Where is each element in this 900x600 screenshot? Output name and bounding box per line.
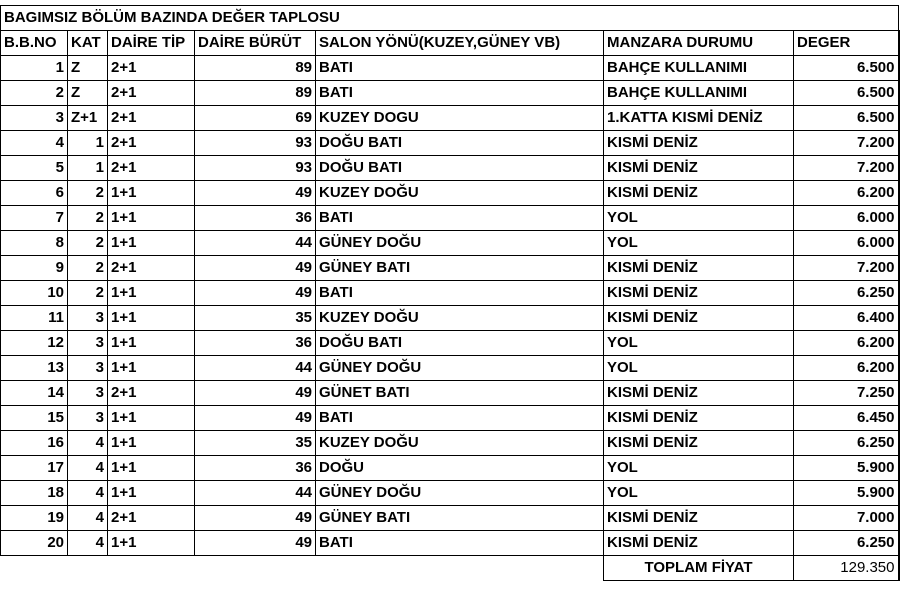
cell-daire-brut: 49 [195,506,316,531]
cell-deger: 5.900 [794,456,899,481]
cell-salon-yonu: GÜNEY DOĞU [316,481,604,506]
header-salon-yonu: SALON YÖNÜ(KUZEY,GÜNEY VB) [316,31,604,56]
cell-deger: 6.250 [794,281,899,306]
cell-salon-yonu: BATI [316,406,604,431]
cell-kat: 2 [68,181,108,206]
cell-manzara: KISMİ DENİZ [604,381,794,406]
cell-deger: 7.200 [794,156,899,181]
cell-kat: 4 [68,431,108,456]
cell-daire-tip: 1+1 [108,331,195,356]
cell-manzara: KISMİ DENİZ [604,156,794,181]
table-row [1,156,899,181]
table-body [1,6,899,556]
cell-daire-tip: 1+1 [108,206,195,231]
header-bb-no: B.B.NO [1,31,68,56]
cell-kat: 2 [68,281,108,306]
cell-manzara: YOL [604,456,794,481]
table-row [1,81,899,106]
cell-deger: 7.000 [794,506,899,531]
cell-kat: 4 [68,481,108,506]
cell-manzara: KISMİ DENİZ [604,431,794,456]
cell-manzara: KISMİ DENİZ [604,406,794,431]
cell-daire-tip: 2+1 [108,381,195,406]
cell-bb-no: 14 [1,381,68,406]
table-row [1,206,899,231]
cell-manzara: YOL [604,206,794,231]
cell-manzara: YOL [604,231,794,256]
header-kat: KAT [68,31,108,56]
cell-manzara: KISMİ DENİZ [604,306,794,331]
cell-deger: 6.500 [794,106,899,131]
cell-daire-tip: 1+1 [108,406,195,431]
cell-salon-yonu: GÜNEY BATI [316,256,604,281]
cell-daire-brut: 44 [195,231,316,256]
cell-salon-yonu: DOĞU BATI [316,331,604,356]
table-row [1,531,899,556]
cell-deger: 6.500 [794,56,899,81]
cell-daire-tip: 1+1 [108,281,195,306]
cell-manzara: KISMİ DENİZ [604,506,794,531]
cell-daire-tip: 2+1 [108,156,195,181]
cell-salon-yonu: DOĞU [316,456,604,481]
table-row [1,331,899,356]
cell-manzara: YOL [604,356,794,381]
table-title: BAGIMSIZ BÖLÜM BAZINDA DEĞER TAPLOSU [1,6,899,31]
table-row [1,356,899,381]
cell-daire-brut: 69 [195,106,316,131]
cell-daire-brut: 49 [195,256,316,281]
cell-kat: 1 [68,131,108,156]
cell-kat: 4 [68,531,108,556]
header-daire-brut: DAİRE BÜRÜT [195,31,316,56]
table-row [1,381,899,406]
cell-deger: 6.450 [794,406,899,431]
cell-manzara: BAHÇE KULLANIMI [604,56,794,81]
cell-deger: 6.500 [794,81,899,106]
cell-daire-brut: 36 [195,206,316,231]
cell-kat: 1 [68,156,108,181]
cell-salon-yonu: KUZEY DOĞU [316,181,604,206]
cell-bb-no: 4 [1,131,68,156]
cell-kat: 3 [68,331,108,356]
cell-daire-tip: 2+1 [108,506,195,531]
cell-bb-no: 3 [1,106,68,131]
cell-daire-tip: 2+1 [108,256,195,281]
cell-kat: 3 [68,406,108,431]
cell-salon-yonu: KUZEY DOGU [316,106,604,131]
cell-daire-tip: 1+1 [108,481,195,506]
cell-kat: 3 [68,306,108,331]
cell-daire-brut: 49 [195,381,316,406]
table-row [1,306,899,331]
table-row [1,281,899,306]
table-row [1,106,899,131]
cell-daire-tip: 1+1 [108,356,195,381]
table-row [1,231,899,256]
cell-bb-no: 17 [1,456,68,481]
table-row [1,456,899,481]
cell-daire-tip: 2+1 [108,106,195,131]
cell-deger: 6.250 [794,431,899,456]
cell-daire-brut: 49 [195,281,316,306]
cell-manzara: YOL [604,331,794,356]
cell-daire-tip: 1+1 [108,456,195,481]
table-row [1,256,899,281]
cell-daire-brut: 36 [195,331,316,356]
cell-daire-brut: 93 [195,131,316,156]
cell-daire-brut: 49 [195,406,316,431]
cell-salon-yonu: GÜNEY BATI [316,506,604,531]
cell-kat: Z [68,81,108,106]
cell-salon-yonu: KUZEY DOĞU [316,306,604,331]
cell-salon-yonu: DOĞU BATI [316,156,604,181]
cell-deger: 7.250 [794,381,899,406]
cell-manzara: KISMİ DENİZ [604,131,794,156]
cell-daire-tip: 2+1 [108,56,195,81]
cell-daire-tip: 1+1 [108,531,195,556]
total-label: TOPLAM FİYAT [604,556,794,581]
header-daire-tip: DAİRE TİP [108,31,195,56]
cell-bb-no: 10 [1,281,68,306]
cell-bb-no: 7 [1,206,68,231]
cell-bb-no: 11 [1,306,68,331]
cell-deger: 7.200 [794,131,899,156]
cell-daire-tip: 2+1 [108,81,195,106]
cell-bb-no: 20 [1,531,68,556]
cell-daire-brut: 35 [195,431,316,456]
cell-salon-yonu: BATI [316,56,604,81]
table-row [1,181,899,206]
table-row [1,506,899,531]
cell-daire-tip: 1+1 [108,231,195,256]
cell-bb-no: 1 [1,56,68,81]
table-row [1,481,899,506]
header-deger: DEGER [794,31,899,56]
cell-daire-brut: 89 [195,56,316,81]
cell-kat: Z+1 [68,106,108,131]
cell-manzara: KISMİ DENİZ [604,256,794,281]
cell-salon-yonu: GÜNEY DOĞU [316,356,604,381]
cell-bb-no: 12 [1,331,68,356]
cell-kat: 2 [68,256,108,281]
cell-kat: Z [68,56,108,81]
cell-bb-no: 19 [1,506,68,531]
cell-salon-yonu: GÜNET BATI [316,381,604,406]
cell-kat: 2 [68,206,108,231]
cell-bb-no: 6 [1,181,68,206]
cell-kat: 3 [68,356,108,381]
cell-deger: 6.200 [794,356,899,381]
total-row [1,556,899,581]
cell-daire-tip: 1+1 [108,181,195,206]
total-value: 129.350 [794,556,899,581]
valuation-table [0,5,900,581]
cell-bb-no: 15 [1,406,68,431]
cell-daire-brut: 44 [195,356,316,381]
cell-daire-tip: 2+1 [108,131,195,156]
cell-salon-yonu: DOĞU BATI [316,131,604,156]
cell-bb-no: 16 [1,431,68,456]
title-row [1,6,899,31]
cell-deger: 6.000 [794,206,899,231]
cell-daire-brut: 36 [195,456,316,481]
cell-deger: 6.250 [794,531,899,556]
cell-manzara: BAHÇE KULLANIMI [604,81,794,106]
header-manzara: MANZARA DURUMU [604,31,794,56]
cell-deger: 5.900 [794,481,899,506]
cell-salon-yonu: BATI [316,281,604,306]
cell-bb-no: 13 [1,356,68,381]
total-section [1,556,899,581]
cell-kat: 2 [68,231,108,256]
cell-manzara: KISMİ DENİZ [604,181,794,206]
cell-bb-no: 2 [1,81,68,106]
cell-manzara: KISMİ DENİZ [604,531,794,556]
cell-daire-brut: 44 [195,481,316,506]
cell-bb-no: 18 [1,481,68,506]
cell-kat: 4 [68,456,108,481]
cell-deger: 7.200 [794,256,899,281]
cell-bb-no: 5 [1,156,68,181]
cell-daire-brut: 35 [195,306,316,331]
cell-daire-brut: 49 [195,181,316,206]
cell-salon-yonu: BATI [316,206,604,231]
table-row [1,406,899,431]
cell-salon-yonu: BATI [316,81,604,106]
cell-manzara: YOL [604,481,794,506]
valuation-sheet [0,5,900,581]
cell-bb-no: 9 [1,256,68,281]
cell-daire-brut: 89 [195,81,316,106]
cell-manzara: 1.KATTA KISMİ DENİZ [604,106,794,131]
cell-salon-yonu: KUZEY DOĞU [316,431,604,456]
cell-daire-brut: 49 [195,531,316,556]
cell-salon-yonu: GÜNEY DOĞU [316,231,604,256]
table-row [1,56,899,81]
cell-deger: 6.200 [794,181,899,206]
cell-daire-tip: 1+1 [108,306,195,331]
table-row [1,131,899,156]
header-row [1,31,899,56]
cell-daire-brut: 93 [195,156,316,181]
cell-deger: 6.000 [794,231,899,256]
cell-kat: 3 [68,381,108,406]
cell-deger: 6.400 [794,306,899,331]
cell-kat: 4 [68,506,108,531]
cell-bb-no: 8 [1,231,68,256]
table-row [1,431,899,456]
cell-daire-tip: 1+1 [108,431,195,456]
cell-salon-yonu: BATI [316,531,604,556]
cell-deger: 6.200 [794,331,899,356]
cell-manzara: KISMİ DENİZ [604,281,794,306]
